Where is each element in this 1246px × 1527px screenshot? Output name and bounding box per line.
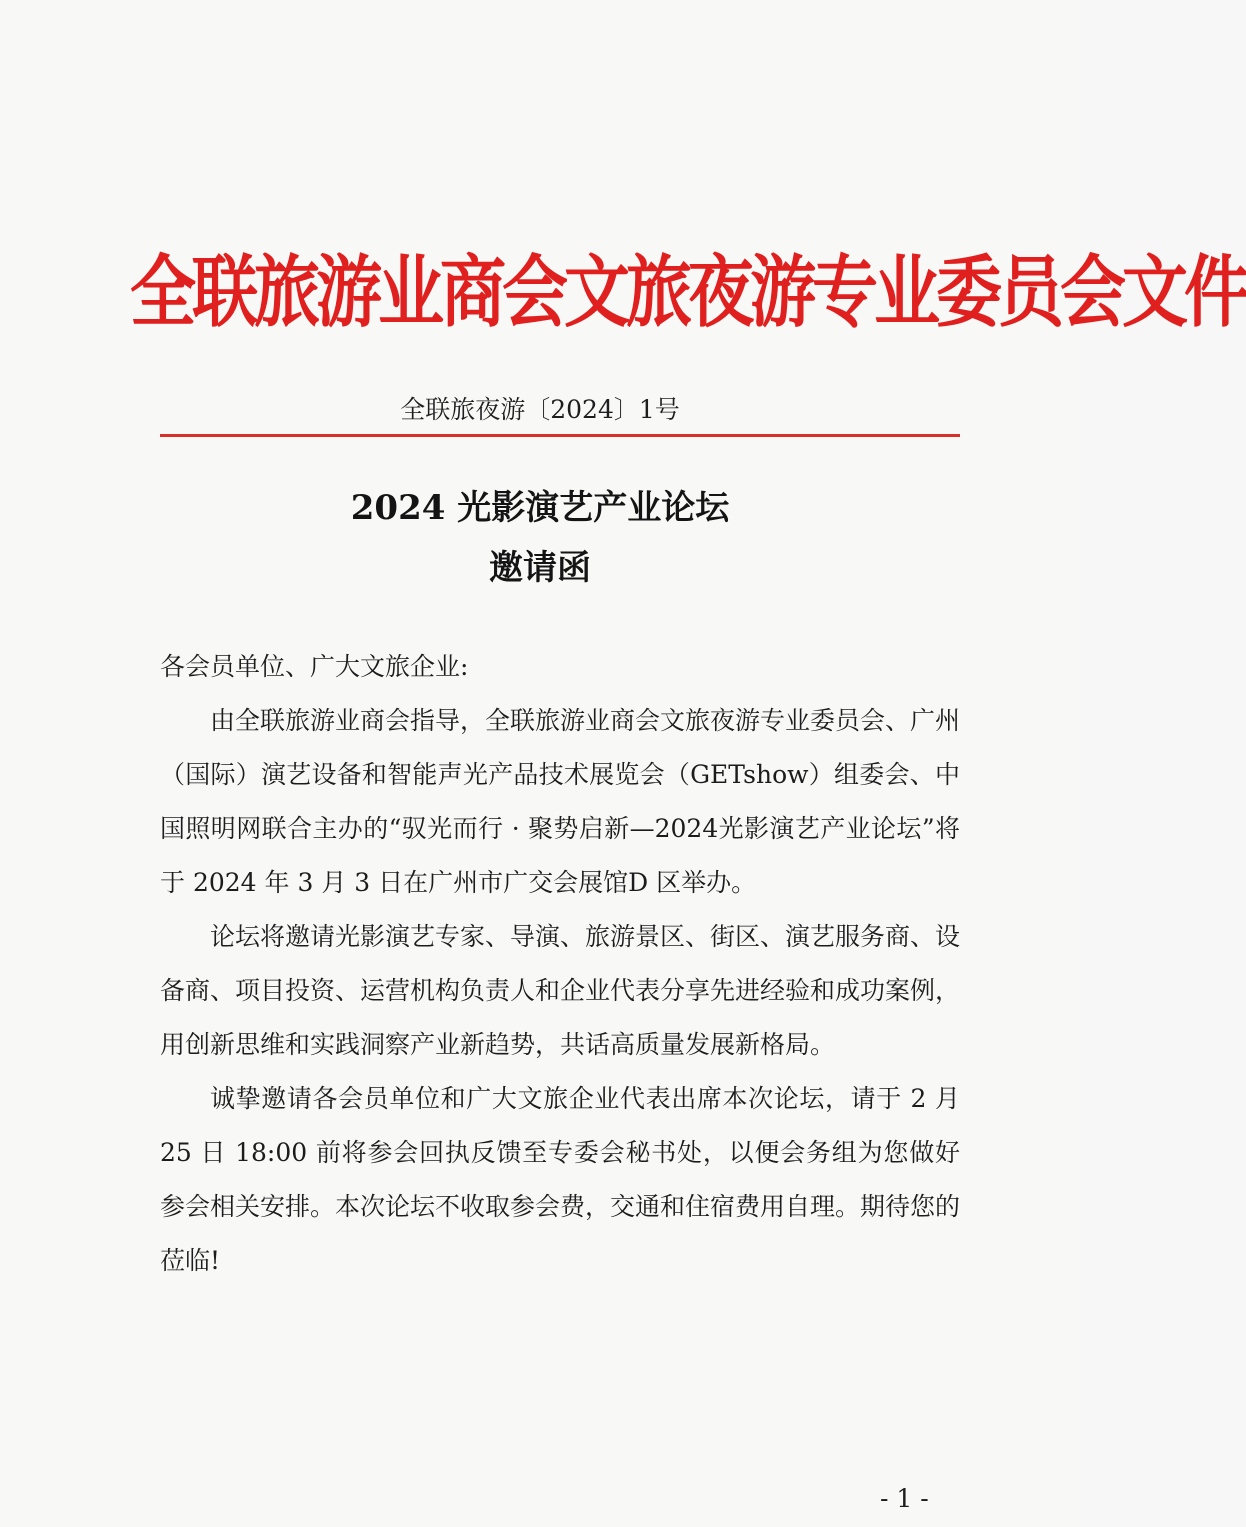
paragraph-3: 诚挚邀请各会员单位和广大文旅企业代表出席本次论坛，请于 2 月 25 日 18:00 前将参会回执反馈至专委会秘书处，以便会务组为您做好参会相关安排。本次论坛不收取参会费，交通和住宿费用自理。期待您的莅临!: [160, 1084, 961, 1275]
paragraph-2: 论坛将邀请光影演艺专家、导演、旅游景区、街区、演艺服务商、设备商、项目投资、运营机构负责人和企业代表分享先进经验和成功案例，用创新思维和实践洞察产业新趋势，共话高质量发展新格局。: [160, 922, 961, 1059]
document-title-line1: 2024 光影演艺产业论坛: [350, 488, 730, 528]
document-body: [160, 640, 960, 1288]
page-number: - 1 -: [880, 1484, 929, 1513]
salutation: 各会员单位、广大文旅企业:: [160, 652, 469, 681]
masthead-title: 全联旅游业商会文旅夜游专业委员会文件: [130, 246, 1246, 338]
document-title-line2: 邀请函: [489, 548, 591, 588]
document-number: 全联旅夜游〔2024〕1号: [400, 395, 680, 424]
red-divider-line: [160, 434, 960, 437]
paragraph-1: 由全联旅游业商会指导，全联旅游业商会文旅夜游专业委员会、广州（国际）演艺设备和智能声光产品技术展览会（GETshow）组委会、中国照明网联合主办的“驭光而行 · 聚势启新—2024光影演艺产业论坛”将于 2024 年 3 月 3 日在广州市广交会展馆D 区举办。: [160, 706, 961, 897]
